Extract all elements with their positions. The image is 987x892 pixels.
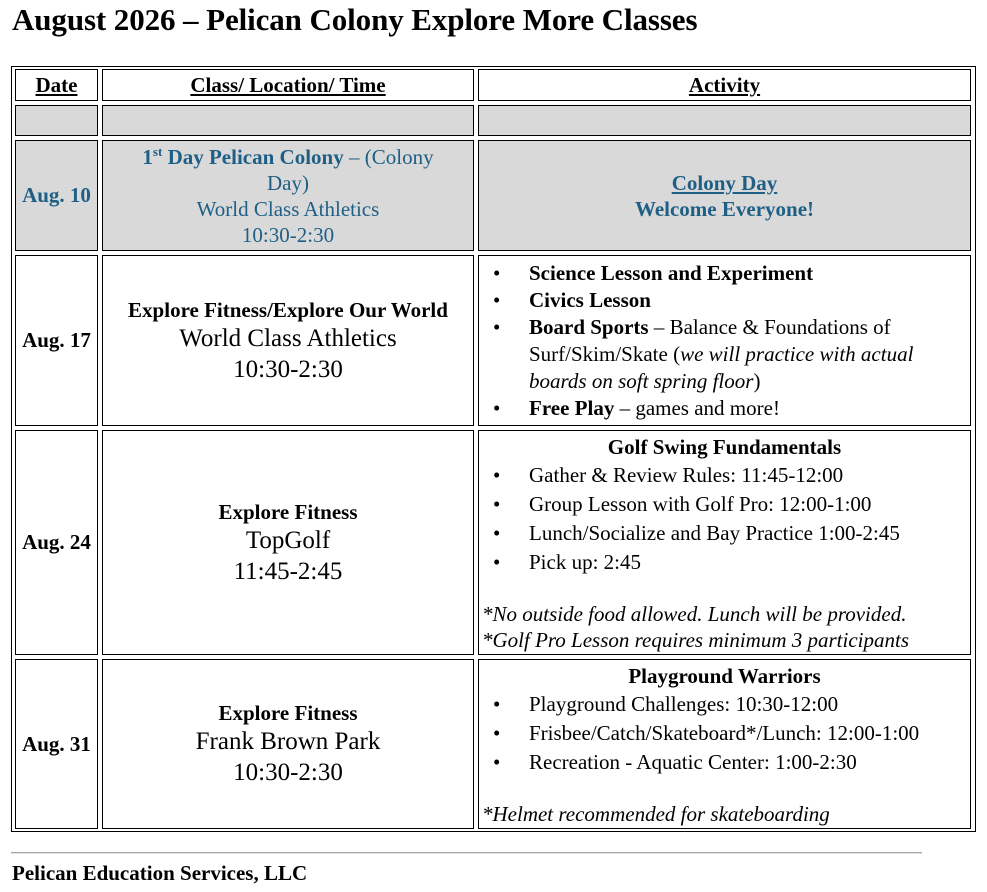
list-item-bold: Science Lesson and Experiment: [529, 261, 814, 285]
activity-title: Playground Warriors: [628, 664, 821, 688]
footer-company: Pelican Education Services, LLC: [12, 861, 308, 885]
table-row-activity: [478, 140, 971, 251]
table-row-date: [15, 659, 98, 829]
list-item: [479, 462, 970, 489]
list-item-bold: Free Play: [529, 396, 615, 420]
class-title-suffix: – (Colony Day): [267, 144, 434, 195]
row-date: Aug. 17: [22, 328, 91, 352]
table-row-activity: [478, 430, 971, 655]
list-item-text: Lunch/Socialize and Bay Practice 1:00-2:45: [529, 521, 900, 545]
class-location: World Class Athletics: [179, 324, 397, 352]
bullet-icon: •: [493, 721, 501, 745]
list-item-italic: we will practice with actual boards on soft spring floor: [529, 342, 914, 393]
list-item-text: Frisbee/Catch/Skateboard*/Lunch: 12:00-1:00: [529, 721, 920, 745]
list-item: [479, 520, 970, 547]
bullet-icon: •: [493, 750, 501, 774]
table-row-date: [15, 255, 98, 426]
class-day-number: 1: [142, 144, 153, 169]
class-title: Explore Fitness/Explore Our World: [128, 297, 448, 322]
class-time: 10:30-2:30: [241, 222, 335, 247]
class-location: TopGolf: [245, 526, 331, 554]
activity-note: *No outside food allowed. Lunch will be provided.: [482, 602, 907, 626]
row-date: Aug. 31: [22, 731, 91, 756]
class-title: Day Pelican Colony: [162, 144, 344, 169]
class-time: 10:30-2:30: [233, 759, 343, 786]
class-time: 10:30-2:30: [233, 355, 343, 383]
list-item-bold: Board Sports: [529, 315, 649, 339]
list-item-text: Pick up: 2:45: [529, 550, 642, 574]
table-row-date: [15, 140, 98, 251]
activity-title: Golf Swing Fundamentals: [607, 435, 842, 459]
table-row-activity: [478, 659, 971, 829]
table-row-activity: [478, 255, 971, 426]
class-time: 11:45-2:45: [233, 557, 343, 585]
list-item-text: Playground Challenges: 10:30-12:00: [529, 692, 839, 716]
table-row-class: [102, 659, 474, 829]
list-item: [479, 287, 970, 314]
spacer-cell-class: [102, 105, 474, 136]
table-row-date: [15, 430, 98, 655]
table-row-class: [102, 430, 474, 655]
spacer-cell-activity: [478, 105, 971, 136]
list-item: [479, 260, 970, 287]
header-class-label: Class/ Location/ Time: [190, 72, 386, 97]
bullet-icon: •: [493, 463, 501, 487]
list-item: [479, 314, 970, 395]
list-item: [479, 691, 970, 718]
row-date: Aug. 24: [22, 530, 91, 554]
header-date-label: Date: [35, 72, 78, 97]
class-location: World Class Athletics: [196, 196, 380, 221]
page-title: August 2026 – Pelican Colony Explore More Classes: [12, 2, 698, 37]
bullet-icon: •: [493, 315, 501, 339]
bullet-icon: •: [493, 288, 501, 312]
list-item: [479, 491, 970, 518]
table-row-class: [102, 140, 474, 251]
list-item: [479, 720, 970, 747]
list-item-bold: Civics Lesson: [529, 288, 651, 312]
header-activity: [478, 69, 971, 101]
list-item-after: ): [753, 369, 761, 393]
list-item-text: Recreation - Aquatic Center: 1:00-2:30: [529, 750, 857, 774]
class-day-suffix: st: [152, 143, 163, 159]
activity-title: Colony Day: [671, 170, 778, 195]
list-item-text: Gather & Review Rules: 11:45-12:00: [529, 463, 844, 487]
header-activity-label: Activity: [688, 72, 761, 97]
row-date: Aug. 10: [22, 183, 91, 207]
bullet-icon: •: [493, 261, 501, 285]
list-item-text: – Balance & Foundations of Surf/Skim/Skate (: [529, 315, 891, 366]
footer-divider: [11, 852, 922, 854]
list-item-text: – games and more!: [614, 396, 780, 420]
bullet-icon: •: [493, 550, 501, 574]
list-item: [479, 395, 970, 422]
bullet-icon: •: [493, 521, 501, 545]
bullet-icon: •: [493, 396, 501, 420]
header-class: [102, 69, 474, 101]
list-item-text: Group Lesson with Golf Pro: 12:00-1:00: [529, 492, 872, 516]
class-location: Frank Brown Park: [195, 728, 381, 755]
spacer-cell-date: [15, 105, 98, 136]
class-title: Explore Fitness: [218, 499, 358, 524]
bullet-icon: •: [493, 492, 501, 516]
activity-note: *Helmet recommended for skateboarding: [482, 802, 830, 826]
list-item: [479, 749, 970, 776]
class-title: Explore Fitness: [218, 701, 358, 725]
activity-subtitle: Welcome Everyone!: [634, 196, 815, 221]
list-item: [479, 549, 970, 576]
table-row-class: [102, 255, 474, 426]
header-date: [15, 69, 98, 101]
bullet-icon: •: [493, 692, 501, 716]
activity-note: *Golf Pro Lesson requires minimum 3 participants: [482, 628, 910, 652]
